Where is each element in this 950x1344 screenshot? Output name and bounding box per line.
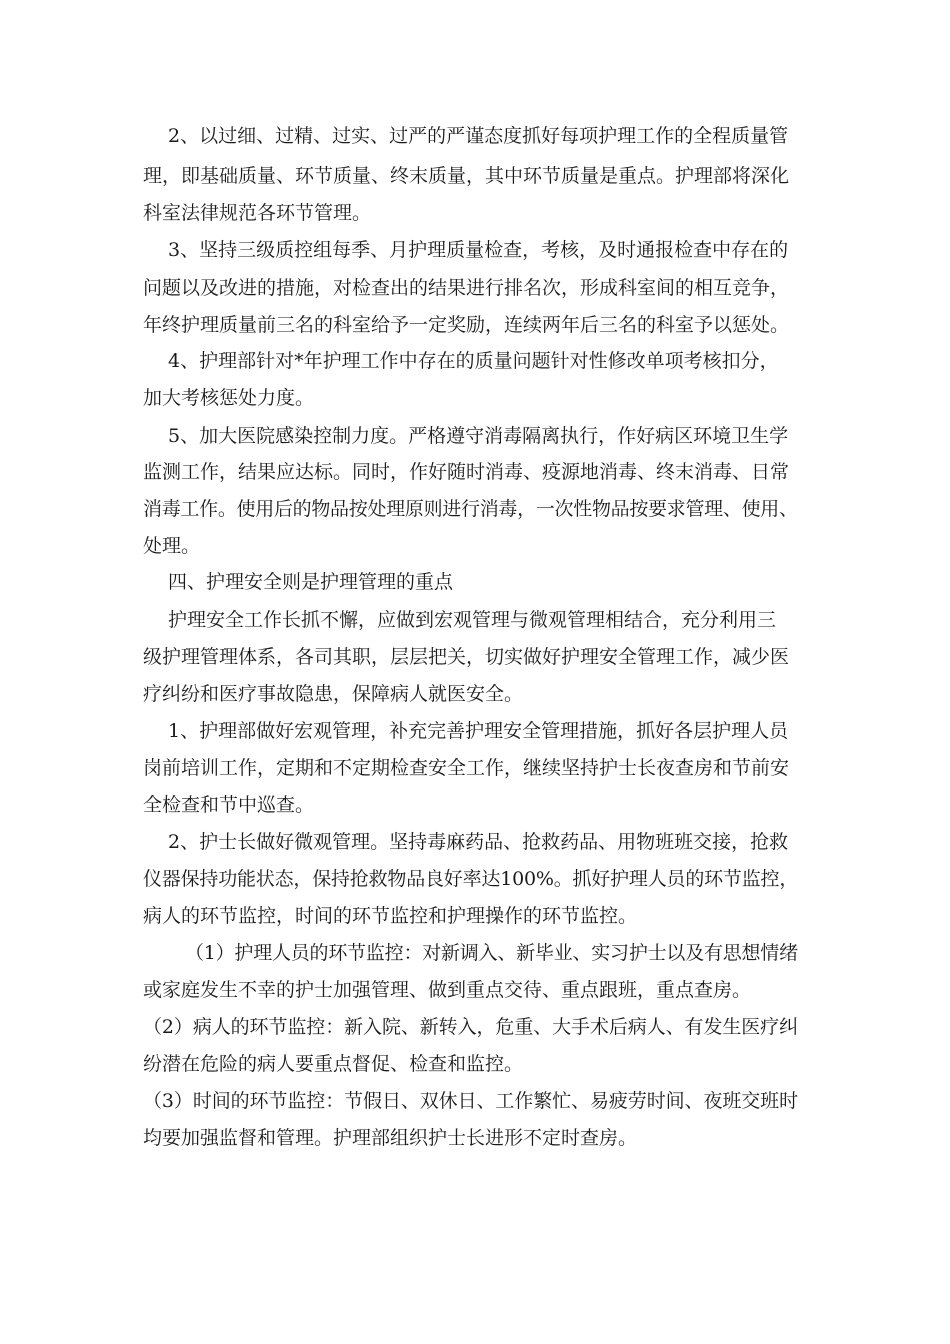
paragraph-line: 年终护理质量前三名的科室给予一定奖励，连续两年后三名的科室予以惩处。 bbox=[143, 314, 790, 336]
paragraph-line: 纷潜在危险的病人要重点督促、检查和监控。 bbox=[143, 1053, 524, 1075]
paragraph-line: 科室法律规范各环节管理。 bbox=[143, 202, 372, 224]
paragraph-line: 2、护士长做好微观管理。坚持毒麻药品、抢救药品、用物班班交接，抢救 bbox=[168, 831, 789, 853]
paragraph-line: 1、护理部做好宏观管理，补充完善护理安全管理措施，抓好各层护理人员 bbox=[168, 720, 789, 742]
paragraph-line: 均要加强监督和管理。护理部组织护士长进形不定时查房。 bbox=[143, 1127, 638, 1149]
paragraph-line: 护理安全工作长抓不懈，应做到宏观管理与微观管理相结合，充分利用三 bbox=[168, 609, 777, 631]
paragraph-line: 疗纠纷和医疗事故隐患，保障病人就医安全。 bbox=[143, 683, 524, 705]
paragraph-line: 5、加大医院感染控制力度。严格遵守消毒隔离执行，作好病区环境卫生学 bbox=[168, 425, 789, 447]
paragraph-line: 问题以及改进的措施，对检查出的结果进行排名次，形成科室间的相互竞争， bbox=[143, 277, 790, 299]
paragraph-line: 处理。 bbox=[143, 535, 201, 557]
paragraph-line: 消毒工作。使用后的物品按处理原则进行消毒，一次性物品按要求管理、使用、 bbox=[143, 498, 798, 520]
paragraph-line: 岗前培训工作，定期和不定期检查安全工作，继续坚持护士长夜查房和节前安 bbox=[143, 757, 790, 779]
paragraph-line: 加大考核惩处力度。 bbox=[143, 387, 315, 409]
paragraph-line: 3、坚持三级质控组每季、月护理质量检查，考核，及时通报检查中存在的 bbox=[168, 239, 789, 261]
paragraph-line: 理，即基础质量、环节质量、终末质量，其中环节质量是重点。护理部将深化 bbox=[143, 165, 790, 187]
paragraph-line: 监测工作，结果应达标。同时，作好随时消毒、疫源地消毒、终末消毒、日常 bbox=[143, 461, 790, 483]
section-heading: 四、护理安全则是护理管理的重点 bbox=[168, 571, 454, 593]
paragraph-line: 病人的环节监控，时间的环节监控和护理操作的环节监控。 bbox=[143, 905, 638, 927]
paragraph-line: 仪器保持功能状态，保持抢救物品良好率达100%。抓好护理人员的环节监控， bbox=[143, 868, 799, 890]
paragraph-line: （3）时间的环节监控：节假日、双休日、工作繁忙、易疲劳时间、夜班交班时 bbox=[143, 1090, 799, 1112]
paragraph-line: 2、以过细、过精、过实、过严的严谨态度抓好每项护理工作的全程质量管 bbox=[168, 125, 789, 147]
paragraph-line: （2）病人的环节监控：新入院、新转入，危重、大手术后病人、有发生医疗纠 bbox=[143, 1016, 799, 1038]
paragraph-line: 级护理管理体系，各司其职，层层把关，切实做好护理安全管理工作，减少医 bbox=[143, 646, 790, 668]
paragraph-line: 全检查和节中巡查。 bbox=[143, 794, 315, 816]
paragraph-line: 或家庭发生不幸的护士加强管理、做到重点交待、重点跟班，重点查房。 bbox=[143, 979, 752, 1001]
paragraph-line: （1）护理人员的环节监控：对新调入、新毕业、实习护士以及有思想情绪 bbox=[185, 942, 798, 964]
paragraph-line: 4、护理部针对*年护理工作中存在的质量问题针对性修改单项考核扣分， bbox=[168, 350, 779, 372]
